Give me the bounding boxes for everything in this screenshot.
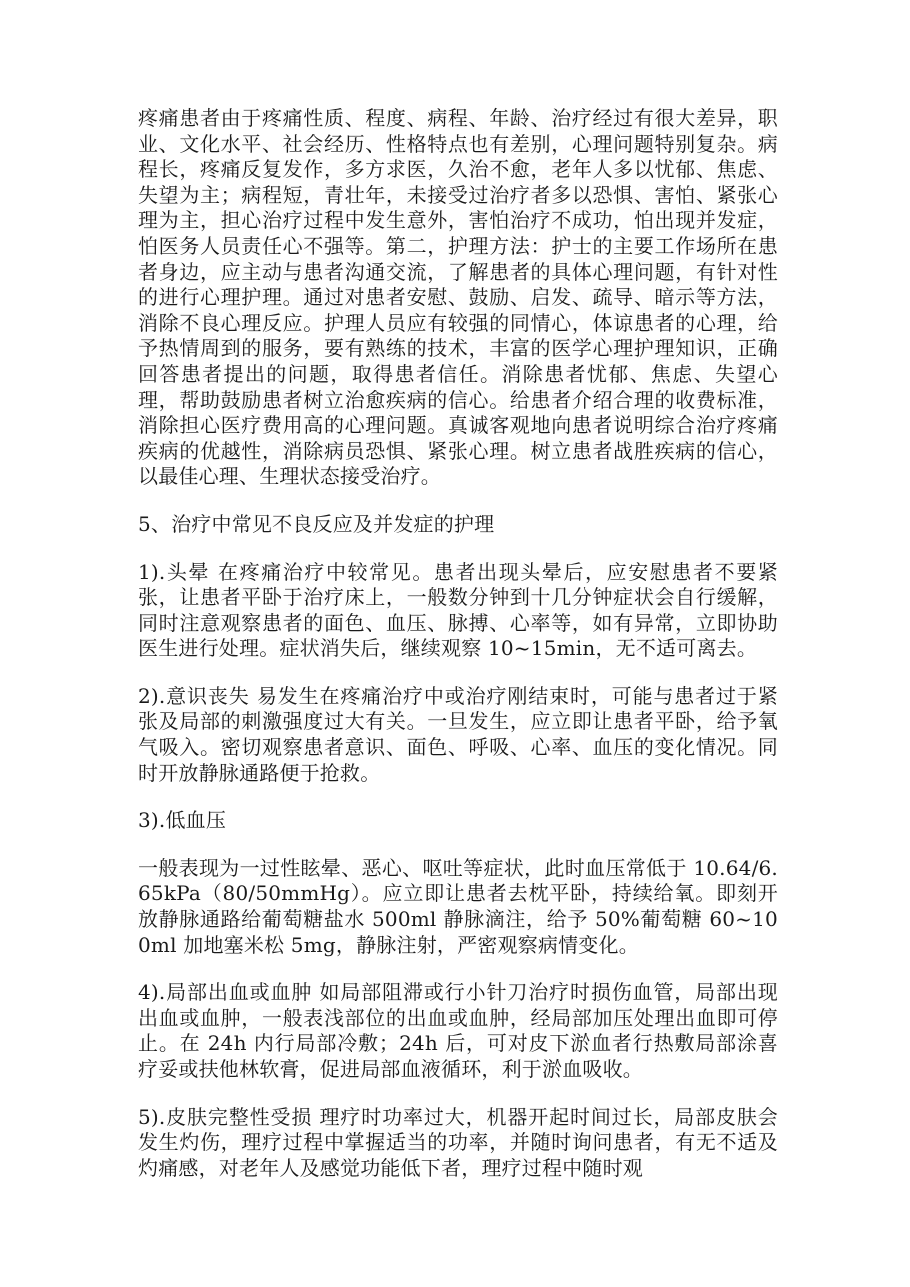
section-heading-adverse-reactions: 5、治疗中常见不良反应及并发症的护理 xyxy=(138,511,495,536)
paragraph-dizziness: 1).头晕 在疼痛治疗中较常见。患者出现头晕后，应安慰患者不要紧张，让患者平卧于治疗床上，一般数分钟到十几分钟症状会自行缓解，同时注意观察患者的面色、血压、脉搏、心率等，如有异常，立即协助医生进行处理。症状消失后，继续观察 10~15min，无不适可离去。 xyxy=(138,559,778,661)
document-body xyxy=(138,106,778,1203)
paragraph-psychological-care: 疼痛患者由于疼痛性质、程度、病程、年龄、治疗经过有很大差异，职业、文化水平、社会经历、性格特点也有差别，心理问题特别复杂。病程长，疼痛反复发作，多方求医，久治不愈，老年人多以忧郁、焦虑、失望为主；病程短，青壮年，未接受过治疗者多以恐惧、害怕、紧张心理为主，担心治疗过程中发生意外，害怕治疗不成功，怕出现并发症，怕医务人员责任心不强等。第二，护理方法：护士的主要工作场所在患者身边，应主动与患者沟通交流，了解患者的具体心理问题，有针对性的进行心理护理。通过对患者安慰、鼓励、启发、疏导、暗示等方法，消除不良心理反应。护理人员应有较强的同情心，体谅患者的心理，给予热情周到的服务，要有熟练的技术，丰富的医学心理护理知识，正确回答患者提出的问题，取得患者信任。消除患者忧郁、焦虑、失望心理，帮助鼓励患者树立治愈疾病的信心。给患者介绍合理的收费标准，消除担心医疗费用高的心理问题。真诚客观地向患者说明综合治疗疼痛疾病的优越性，消除病员恐惧、紧张心理。树立患者战胜疾病的信心，以最佳心理、生理状态接受治疗。 xyxy=(138,106,778,489)
paragraph-loss-of-consciousness: 2).意识丧失 易发生在疼痛治疗中或治疗刚结束时，可能与患者过于紧张及局部的刺激强度过大有关。一旦发生，应立即让患者平卧，给予氧气吸入。密切观察患者意识、面色、呼吸、心率、血压的变化情况。同时开放静脉通路便于抢救。 xyxy=(138,683,778,785)
subheading-hypotension: 3).低血压 xyxy=(138,808,227,833)
paragraph-hypotension: 一般表现为一过性眩晕、恶心、呕吐等症状，此时血压常低于 10.64/6.65kPa（80/50mmHg）。应立即让患者去枕平卧，持续给氧。即刻开放静脉通路给葡萄糖盐水 500ml 静脉滴注，给予 50%葡萄糖 60~100ml 加地塞米松 5mg，静脉注射，严密观察病情变化。 xyxy=(138,855,778,957)
paragraph-bleeding-hematoma: 4).局部出血或血肿 如局部阻滞或行小针刀治疗时损伤血管，局部出现出血或血肿，一般表浅部位的出血或血肿，经局部加压处理出血即可停止。在 24h 内行局部冷敷；24h 后，可对皮下淤血者行热敷局部涂喜疗妥或扶他林软膏，促进局部血液循环，利于淤血吸收。 xyxy=(138,980,778,1081)
paragraph-skin-integrity: 5).皮肤完整性受损 理疗时功率过大，机器开起时间过长，局部皮肤会发生灼伤，理疗过程中掌握适当的功率，并随时询问患者，有无不适及灼痛感，对老年人及感觉功能低下者，理疗过程中随时观 xyxy=(138,1104,778,1180)
